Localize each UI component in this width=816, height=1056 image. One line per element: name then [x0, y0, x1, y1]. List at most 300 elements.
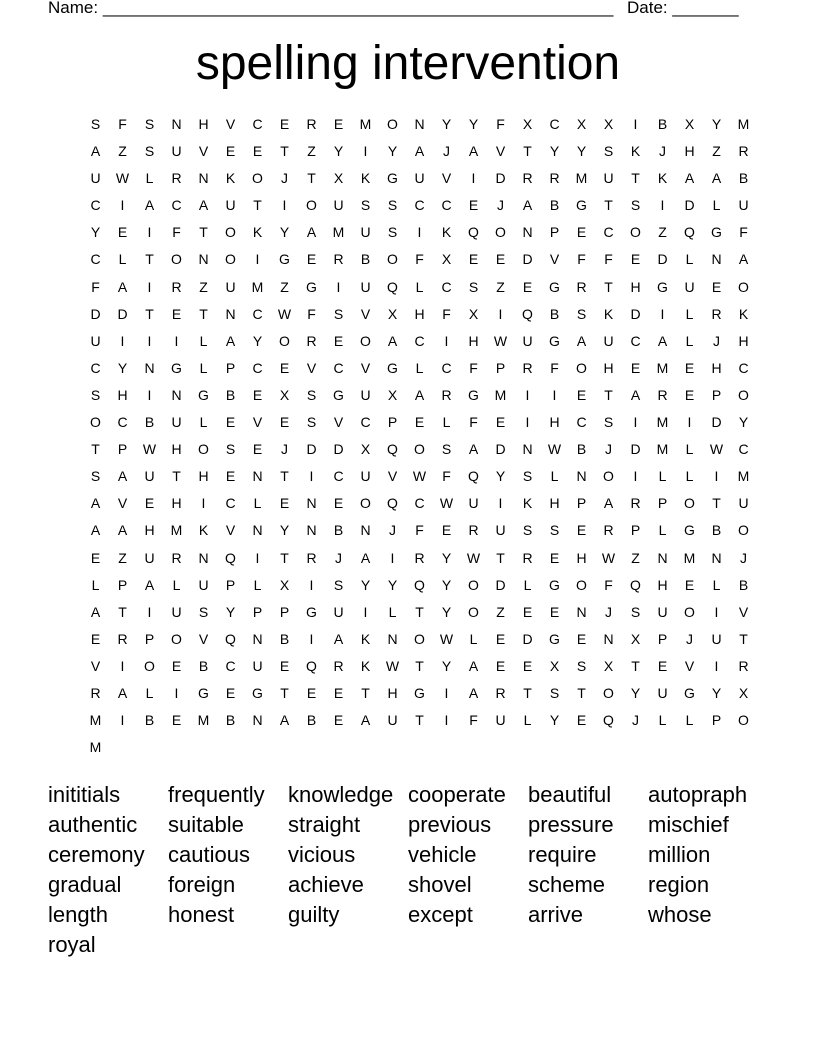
- grid-letter: L: [712, 197, 721, 214]
- grid-letter: T: [253, 197, 262, 214]
- grid-letter: W: [547, 441, 562, 458]
- grid-letter: E: [495, 251, 506, 268]
- grid-letter: F: [442, 305, 451, 322]
- grid-letter: Y: [630, 684, 641, 701]
- word-list: [48, 780, 768, 960]
- grid-letter: H: [468, 332, 479, 349]
- grid-letter: C: [252, 359, 263, 376]
- grid-letter: F: [496, 116, 505, 132]
- grid-letter: I: [660, 197, 665, 214]
- grid-letter: I: [660, 305, 665, 322]
- grid-letter: X: [630, 630, 641, 647]
- grid-letter: D: [495, 576, 506, 593]
- grid-letter: S: [198, 603, 209, 620]
- grid-letter: X: [522, 116, 533, 132]
- grid-letter: O: [414, 630, 425, 647]
- grid-letter: Y: [117, 359, 128, 376]
- grid-letter: U: [90, 170, 101, 187]
- grid-letter: F: [172, 224, 181, 241]
- grid-letter: X: [603, 116, 614, 132]
- word-list-item: ceremony: [48, 842, 145, 867]
- name-line: ______________________________________________________: [102, 0, 614, 17]
- grid-letter: G: [549, 332, 560, 349]
- grid-letter: T: [739, 630, 748, 647]
- grid-letter: Y: [711, 116, 722, 132]
- word-list-item: honest: [168, 902, 235, 927]
- grid-letter: G: [711, 224, 722, 241]
- grid-letter: C: [441, 278, 452, 295]
- grid-letter: E: [522, 603, 533, 620]
- grid-letter: R: [522, 549, 533, 566]
- grid-letter: T: [604, 278, 613, 295]
- grid-letter: S: [90, 468, 101, 485]
- grid-letter: Y: [225, 603, 236, 620]
- grid-letter: P: [630, 522, 641, 539]
- grid-letter: E: [441, 522, 452, 539]
- grid-letter: G: [549, 576, 560, 593]
- grid-letter: B: [333, 522, 344, 539]
- grid-letter: J: [713, 332, 720, 349]
- grid-letter: K: [603, 305, 614, 322]
- grid-letter: N: [414, 116, 425, 132]
- grid-letter: C: [414, 495, 425, 512]
- grid-letter: L: [415, 359, 424, 376]
- grid-letter: B: [144, 712, 155, 729]
- grid-letter: E: [684, 576, 695, 593]
- grid-letter: E: [279, 116, 290, 132]
- grid-letter: K: [252, 224, 263, 241]
- grid-letter: S: [522, 522, 533, 539]
- grid-letter: R: [657, 386, 668, 403]
- grid-letter: T: [307, 170, 316, 187]
- word-list-item: knowledge: [288, 782, 394, 807]
- grid-letter: N: [198, 170, 209, 187]
- grid-letter: V: [90, 657, 101, 674]
- grid-letter: N: [306, 522, 317, 539]
- grid-letter: S: [522, 468, 533, 485]
- grid-letter: H: [738, 332, 749, 349]
- grid-letter: A: [90, 603, 101, 620]
- grid-letter: I: [309, 576, 314, 593]
- grid-letter: L: [658, 712, 667, 729]
- grid-letter: E: [576, 386, 587, 403]
- grid-letter: E: [279, 359, 290, 376]
- grid-letter: W: [466, 549, 481, 566]
- word-list-item: vehicle: [408, 842, 477, 867]
- grid-letter: W: [439, 630, 454, 647]
- grid-letter: I: [147, 224, 152, 241]
- grid-letter: O: [630, 224, 641, 241]
- grid-letter: I: [714, 468, 719, 485]
- grid-letter: K: [360, 170, 371, 187]
- grid-letter: I: [147, 278, 152, 295]
- grid-letter: H: [387, 684, 398, 701]
- grid-letter: S: [468, 278, 479, 295]
- grid-letter: L: [550, 468, 559, 485]
- grid-letter: Z: [280, 278, 289, 295]
- grid-letter: U: [684, 278, 695, 295]
- grid-letter: B: [738, 170, 749, 187]
- grid-letter: Y: [387, 576, 398, 593]
- grid-letter: C: [414, 197, 425, 214]
- grid-letter: U: [738, 495, 749, 512]
- grid-letter: P: [657, 630, 668, 647]
- grid-letter: L: [685, 332, 694, 349]
- grid-letter: Y: [495, 468, 506, 485]
- grid-letter: C: [225, 495, 236, 512]
- grid-letter: U: [603, 170, 614, 187]
- grid-letter: M: [737, 468, 750, 485]
- grid-letter: E: [279, 495, 290, 512]
- grid-letter: R: [117, 630, 128, 647]
- grid-letter: I: [444, 332, 449, 349]
- grid-letter: F: [604, 251, 613, 268]
- grid-letter: I: [363, 603, 368, 620]
- grid-letter: Z: [712, 143, 721, 160]
- grid-letter: C: [738, 441, 749, 458]
- grid-letter: U: [468, 495, 479, 512]
- word-list-item: achieve: [288, 872, 364, 897]
- grid-letter: T: [604, 197, 613, 214]
- grid-letter: A: [468, 143, 479, 160]
- grid-letter: B: [279, 630, 290, 647]
- grid-letter: I: [147, 603, 152, 620]
- grid-letter: V: [360, 359, 371, 376]
- grid-letter: S: [630, 603, 641, 620]
- grid-letter: T: [280, 549, 289, 566]
- grid-letter: G: [576, 197, 587, 214]
- grid-letter: X: [360, 441, 371, 458]
- grid-letter: L: [199, 414, 208, 431]
- grid-letter: M: [656, 359, 669, 376]
- grid-letter: O: [684, 603, 695, 620]
- grid-letter: J: [605, 441, 612, 458]
- grid-letter: M: [683, 549, 696, 566]
- grid-letter: S: [360, 197, 371, 214]
- grid-letter: P: [549, 224, 560, 241]
- grid-letter: R: [576, 278, 587, 295]
- grid-letter: Q: [603, 712, 614, 729]
- grid-letter: L: [685, 305, 694, 322]
- grid-letter: L: [442, 414, 451, 431]
- grid-letter: U: [171, 414, 182, 431]
- word-list-item: authentic: [48, 812, 138, 837]
- grid-letter: G: [387, 170, 398, 187]
- word-list-item: guilty: [288, 902, 340, 927]
- grid-letter: U: [333, 197, 344, 214]
- grid-letter: C: [171, 197, 182, 214]
- grid-letter: G: [549, 630, 560, 647]
- grid-letter: A: [630, 386, 641, 403]
- grid-letter: U: [360, 224, 371, 241]
- grid-letter: L: [415, 278, 424, 295]
- date-line: _______: [672, 0, 739, 17]
- grid-letter: J: [686, 630, 693, 647]
- grid-letter: D: [333, 441, 344, 458]
- grid-letter: E: [576, 712, 587, 729]
- grid-letter: S: [144, 143, 155, 160]
- grid-letter: F: [91, 278, 100, 295]
- grid-letter: U: [333, 603, 344, 620]
- grid-letter: O: [225, 251, 236, 268]
- grid-letter: P: [117, 441, 128, 458]
- worksheet-header: [48, 0, 748, 18]
- grid-letter: R: [738, 143, 749, 160]
- word-list-item: require: [528, 842, 597, 867]
- grid-letter: N: [522, 441, 533, 458]
- grid-letter: V: [684, 657, 695, 674]
- grid-letter: L: [685, 251, 694, 268]
- grid-letter: O: [576, 359, 587, 376]
- grid-letter: S: [90, 116, 101, 132]
- grid-letter: E: [144, 495, 155, 512]
- grid-letter: U: [360, 278, 371, 295]
- grid-letter: P: [576, 495, 587, 512]
- grid-letter: A: [576, 332, 587, 349]
- grid-letter: S: [603, 414, 614, 431]
- grid-letter: L: [523, 576, 532, 593]
- grid-letter: E: [171, 305, 182, 322]
- grid-letter: A: [468, 441, 479, 458]
- grid-letter: I: [120, 332, 125, 349]
- grid-letter: G: [252, 684, 263, 701]
- grid-letter: J: [740, 549, 747, 566]
- grid-letter: B: [198, 657, 209, 674]
- grid-letter: A: [333, 630, 344, 647]
- grid-letter: Q: [387, 278, 398, 295]
- grid-letter: X: [333, 170, 344, 187]
- grid-letter: E: [468, 251, 479, 268]
- grid-letter: C: [360, 414, 371, 431]
- grid-letter: N: [576, 603, 587, 620]
- grid-letter: R: [441, 386, 452, 403]
- grid-letter: I: [552, 386, 557, 403]
- grid-letter: G: [306, 603, 317, 620]
- grid-letter: D: [711, 414, 722, 431]
- grid-letter: L: [172, 576, 181, 593]
- grid-letter: R: [90, 684, 101, 701]
- grid-letter: N: [225, 305, 236, 322]
- grid-letter: G: [414, 684, 425, 701]
- grid-letter: U: [198, 576, 209, 593]
- grid-letter: E: [279, 657, 290, 674]
- grid-letter: H: [144, 522, 155, 539]
- grid-letter: N: [576, 468, 587, 485]
- grid-letter: I: [147, 332, 152, 349]
- grid-letter: C: [333, 359, 344, 376]
- grid-letter: L: [685, 468, 694, 485]
- grid-letter: D: [522, 251, 533, 268]
- grid-letter: P: [225, 359, 236, 376]
- grid-letter: Y: [441, 116, 452, 132]
- grid-letter: T: [496, 549, 505, 566]
- grid-letter: P: [252, 603, 263, 620]
- grid-letter: H: [711, 359, 722, 376]
- grid-letter: K: [198, 522, 209, 539]
- grid-letter: P: [117, 576, 128, 593]
- grid-letter: M: [656, 414, 669, 431]
- grid-letter: V: [495, 143, 506, 160]
- grid-letter: Z: [658, 224, 667, 241]
- grid-letter: N: [252, 468, 263, 485]
- grid-letter: R: [306, 116, 317, 132]
- grid-letter: A: [90, 495, 101, 512]
- grid-letter: I: [633, 468, 638, 485]
- date-label: Date:: [627, 0, 668, 17]
- grid-letter: B: [657, 116, 668, 132]
- grid-letter: R: [468, 522, 479, 539]
- grid-letter: R: [738, 657, 749, 674]
- grid-letter: G: [171, 359, 182, 376]
- grid-letter: S: [306, 386, 317, 403]
- grid-letter: E: [225, 143, 236, 160]
- grid-letter: J: [497, 197, 504, 214]
- grid-letter: O: [738, 386, 749, 403]
- grid-letter: S: [549, 522, 560, 539]
- word-list-item: pressure: [528, 812, 614, 837]
- grid-letter: C: [90, 359, 101, 376]
- grid-letter: E: [333, 116, 344, 132]
- grid-letter: R: [603, 522, 614, 539]
- grid-letter: E: [306, 684, 317, 701]
- grid-letter: O: [603, 684, 614, 701]
- grid-letter: H: [414, 305, 425, 322]
- grid-letter: I: [336, 278, 341, 295]
- grid-letter: C: [441, 359, 452, 376]
- grid-letter: F: [550, 359, 559, 376]
- grid-letter: X: [279, 576, 290, 593]
- grid-letter: O: [198, 441, 209, 458]
- grid-letter: L: [199, 359, 208, 376]
- grid-letter: K: [225, 170, 236, 187]
- grid-letter: N: [198, 549, 209, 566]
- grid-letter: T: [199, 224, 208, 241]
- grid-letter: D: [117, 305, 128, 322]
- grid-letter: F: [469, 414, 478, 431]
- grid-letter: C: [225, 657, 236, 674]
- grid-letter: U: [144, 468, 155, 485]
- grid-letter: P: [225, 576, 236, 593]
- grid-letter: J: [281, 441, 288, 458]
- grid-letter: O: [360, 332, 371, 349]
- grid-letter: J: [659, 143, 666, 160]
- grid-letter: Q: [684, 224, 695, 241]
- grid-letter: D: [495, 170, 506, 187]
- grid-letter: D: [306, 441, 317, 458]
- word-list-item: straight: [288, 812, 361, 837]
- grid-letter: D: [630, 441, 641, 458]
- grid-letter: U: [657, 684, 668, 701]
- grid-letter: I: [282, 197, 287, 214]
- word-list-item: shovel: [408, 872, 472, 897]
- grid-letter: H: [171, 495, 182, 512]
- grid-letter: U: [360, 468, 371, 485]
- grid-letter: I: [390, 549, 395, 566]
- grid-letter: J: [443, 143, 450, 160]
- grid-letter: X: [549, 657, 560, 674]
- grid-letter: O: [171, 630, 182, 647]
- grid-letter: V: [387, 468, 398, 485]
- grid-letter: E: [333, 495, 344, 512]
- grid-letter: R: [711, 305, 722, 322]
- grid-letter: W: [412, 468, 427, 485]
- grid-letter: B: [711, 522, 722, 539]
- grid-letter: Q: [468, 224, 479, 241]
- grid-letter: A: [657, 332, 668, 349]
- grid-letter: A: [144, 576, 155, 593]
- grid-letter: G: [549, 278, 560, 295]
- grid-letter: A: [360, 549, 371, 566]
- grid-letter: T: [280, 143, 289, 160]
- grid-letter: A: [117, 468, 128, 485]
- grid-letter: E: [252, 441, 263, 458]
- grid-letter: U: [495, 712, 506, 729]
- grid-letter: V: [306, 359, 317, 376]
- grid-letter: A: [279, 712, 290, 729]
- grid-letter: Q: [414, 576, 425, 593]
- grid-letter: Q: [387, 441, 398, 458]
- word-list-item: beautiful: [528, 782, 612, 807]
- grid-letter: S: [306, 414, 317, 431]
- grid-letter: A: [738, 251, 749, 268]
- grid-letter: M: [251, 278, 264, 295]
- grid-letter: F: [415, 522, 424, 539]
- grid-letter: I: [363, 143, 368, 160]
- grid-letter: K: [360, 630, 371, 647]
- grid-letter: Y: [441, 549, 452, 566]
- word-list-item: royal: [48, 932, 96, 957]
- grid-letter: H: [630, 278, 641, 295]
- grid-letter: Z: [118, 549, 127, 566]
- grid-letter: S: [333, 305, 344, 322]
- grid-letter: A: [387, 332, 398, 349]
- grid-letter: A: [468, 657, 479, 674]
- grid-letter: J: [389, 522, 396, 539]
- grid-letter: K: [630, 143, 641, 160]
- word-list-item: cautious: [168, 842, 250, 867]
- grid-letter: T: [280, 468, 289, 485]
- grid-letter: H: [657, 576, 668, 593]
- grid-letter: T: [631, 170, 640, 187]
- grid-letter: A: [198, 197, 209, 214]
- grid-letter: N: [711, 549, 722, 566]
- grid-letter: R: [171, 549, 182, 566]
- grid-letter: Z: [118, 143, 127, 160]
- grid-letter: M: [575, 170, 588, 187]
- grid-letter: M: [656, 441, 669, 458]
- grid-letter: Y: [738, 414, 749, 431]
- grid-letter: C: [603, 224, 614, 241]
- grid-letter: O: [738, 522, 749, 539]
- grid-letter: F: [469, 712, 478, 729]
- grid-letter: E: [549, 549, 560, 566]
- grid-letter: S: [387, 224, 398, 241]
- grid-letter: C: [738, 359, 749, 376]
- grid-letter: X: [441, 251, 452, 268]
- grid-letter: I: [498, 495, 503, 512]
- grid-letter: E: [225, 684, 236, 701]
- grid-letter: M: [89, 739, 102, 756]
- grid-letter: X: [387, 305, 398, 322]
- grid-letter: P: [144, 630, 155, 647]
- grid-letter: E: [333, 332, 344, 349]
- grid-letter: Q: [630, 576, 641, 593]
- word-list-item: length: [48, 902, 108, 927]
- grid-letter: I: [633, 116, 638, 132]
- grid-letter: L: [523, 712, 532, 729]
- grid-letter: G: [198, 386, 209, 403]
- grid-letter: O: [387, 251, 398, 268]
